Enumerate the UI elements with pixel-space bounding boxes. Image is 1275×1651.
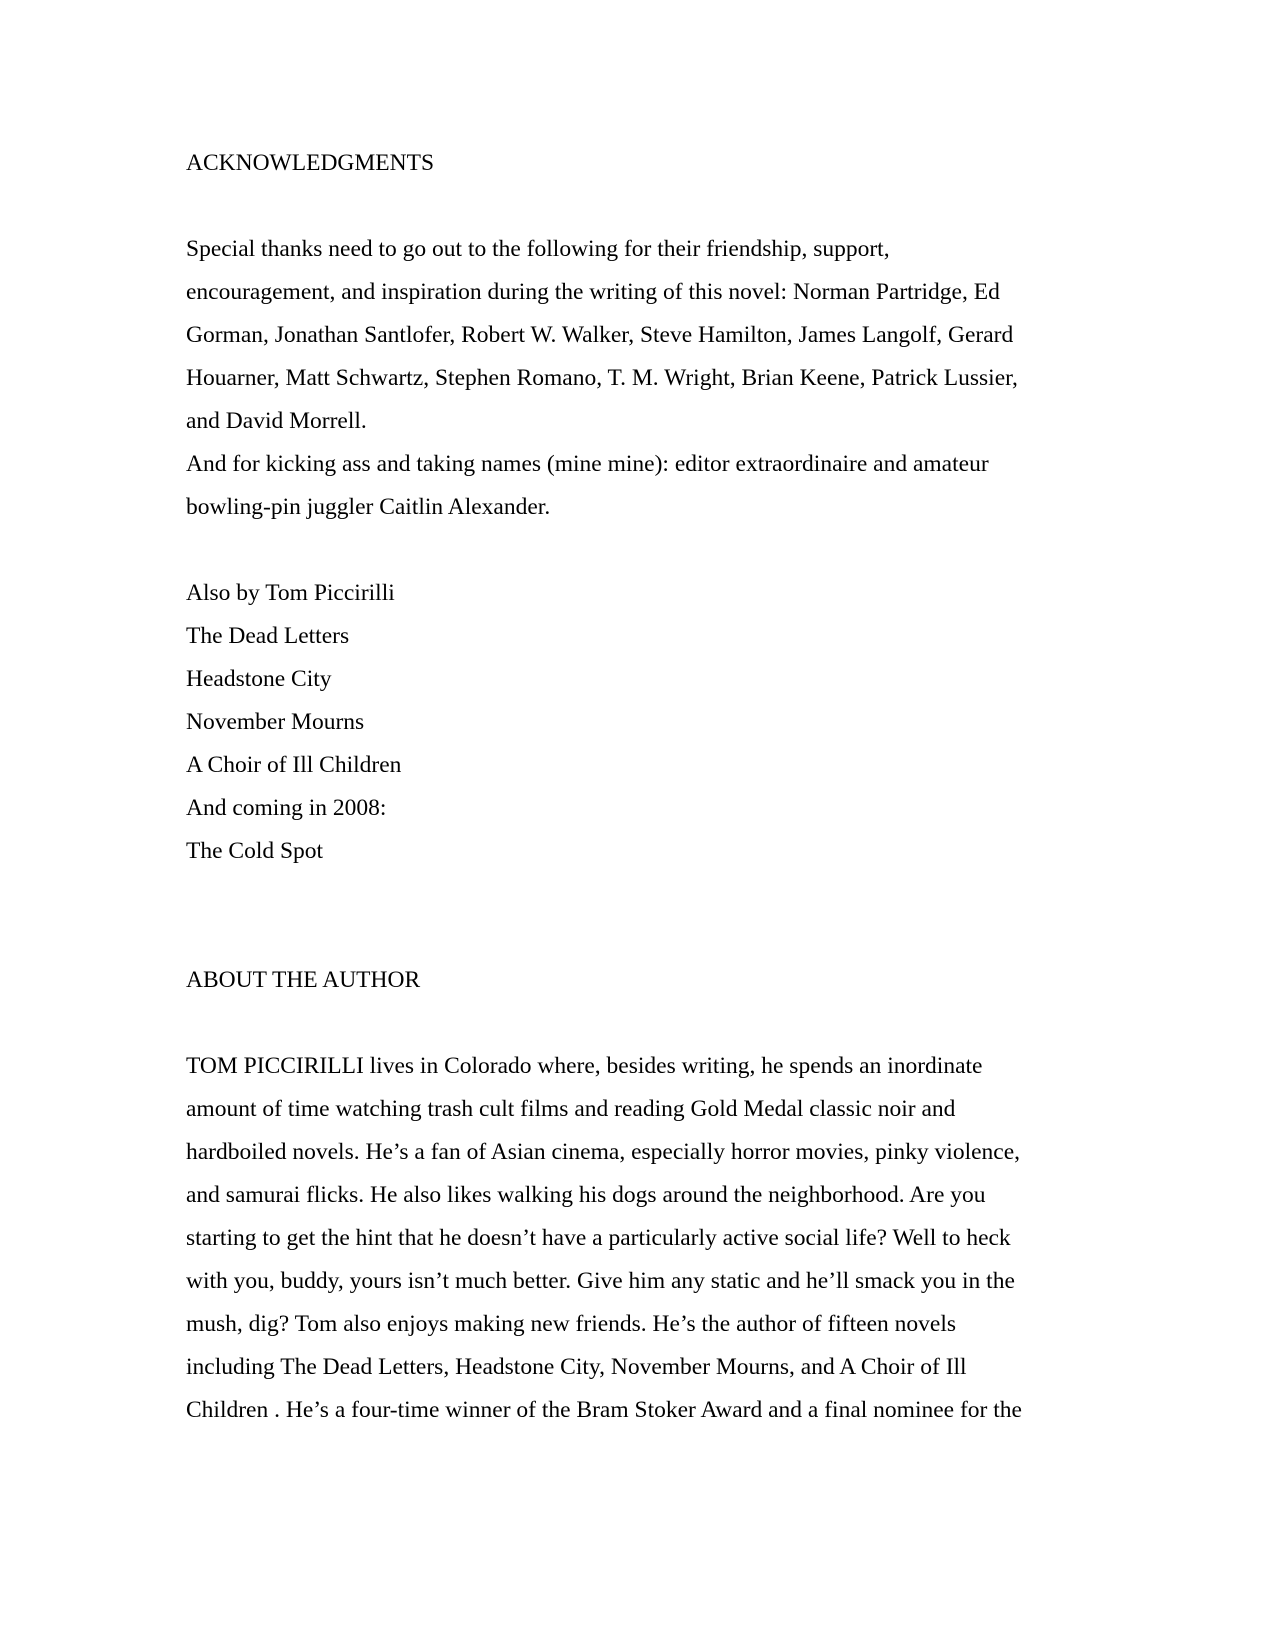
spacer [186, 529, 1086, 572]
text-line: Houarner, Matt Schwartz, Stephen Romano, T. M. Wright, Brian Keene, Patrick Lussier, [186, 365, 1018, 391]
book-title: November Mourns [186, 709, 365, 735]
text-line: amount of time watching trash cult films and reading Gold Medal classic noir and [186, 1096, 956, 1122]
about-author-heading: ABOUT THE AUTHOR [186, 967, 421, 993]
acknowledgments-paragraph-1 [186, 228, 1086, 443]
text-line: with you, buddy, yours isn’t much better. Give him any static and he’ll smack you in the [186, 1268, 1015, 1294]
text-line: And for kicking ass and taking names (mine mine): editor extraordinaire and amateur [186, 451, 989, 477]
also-by-heading: Also by Tom Piccirilli [186, 580, 395, 606]
page-content [186, 142, 1086, 1432]
text-line: bowling-pin juggler Caitlin Alexander. [186, 494, 551, 520]
text-line: and samurai flicks. He also likes walking his dogs around the neighborhood. Are you [186, 1182, 986, 1208]
text-line: encouragement, and inspiration during the writing of this novel: Norman Partridge, Ed [186, 279, 1000, 305]
text-line: Children . He’s a four-time winner of the Bram Stoker Award and a final nominee for the [186, 1397, 1022, 1423]
book-title: A Choir of Ill Children [186, 752, 402, 778]
acknowledgments-paragraph-2 [186, 443, 1086, 529]
text-line: including The Dead Letters, Headstone City, November Mourns, and A Choir of Ill [186, 1354, 967, 1380]
text-line: TOM PICCIRILLI lives in Colorado where, besides writing, he spends an inordinate [186, 1053, 983, 1079]
spacer [186, 185, 1086, 228]
acknowledgments-heading: ACKNOWLEDGMENTS [186, 150, 435, 176]
about-author-paragraph [186, 1045, 1086, 1432]
text-line: Special thanks need to go out to the following for their friendship, support, [186, 236, 890, 262]
spacer [186, 1002, 1086, 1045]
coming-soon-label: And coming in 2008: [186, 795, 387, 821]
text-line: Gorman, Jonathan Santlofer, Robert W. Walker, Steve Hamilton, James Langolf, Gerard [186, 322, 1014, 348]
text-line: and David Morrell. [186, 408, 367, 434]
spacer [186, 873, 1086, 959]
also-by-section [186, 572, 1086, 873]
book-title: The Dead Letters [186, 623, 350, 649]
book-title: Headstone City [186, 666, 332, 692]
text-line: hardboiled novels. He’s a fan of Asian cinema, especially horror movies, pinky violence, [186, 1139, 1021, 1165]
text-line: starting to get the hint that he doesn’t have a particularly active social life? Well to heck [186, 1225, 1011, 1251]
coming-soon-title: The Cold Spot [186, 838, 324, 864]
text-line: mush, dig? Tom also enjoys making new friends. He’s the author of fifteen novels [186, 1311, 957, 1337]
